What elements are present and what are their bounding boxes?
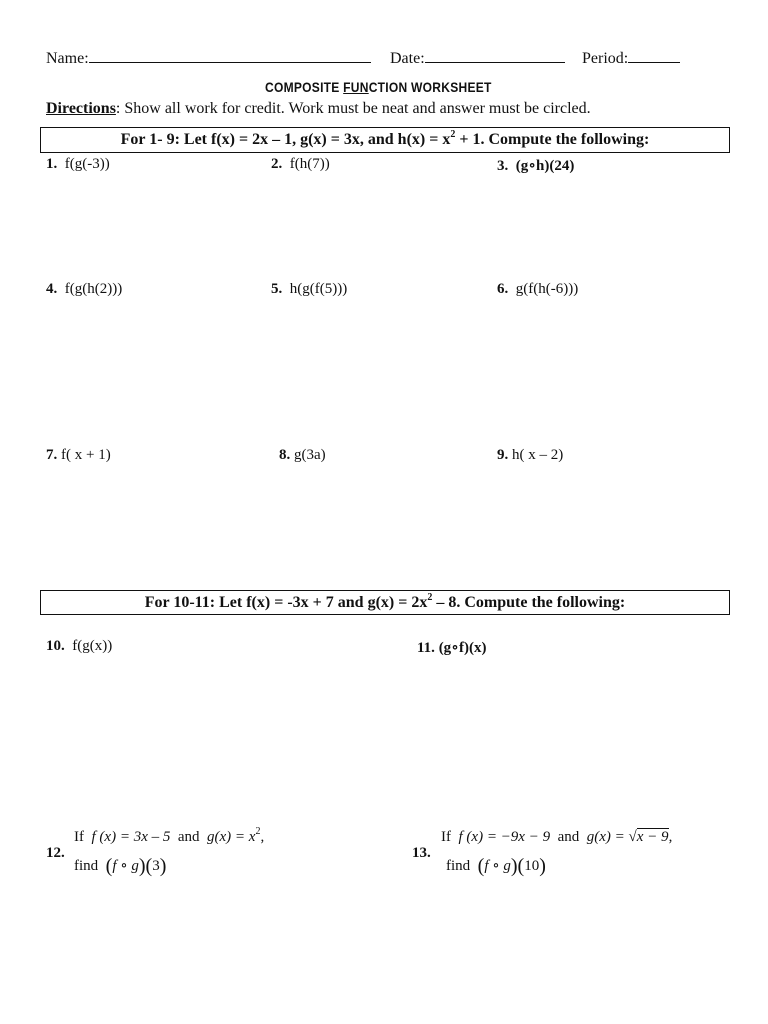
problem-12-number: 12. [46, 845, 65, 861]
date-field[interactable] [390, 48, 565, 68]
problem-7: 7. f( x + 1) [46, 447, 111, 463]
problem-13-given: If f (x) = −9x − 9 and g(x) = √x − 9, [441, 829, 673, 845]
name-blank[interactable] [89, 48, 371, 63]
date-label: Date: [390, 50, 425, 67]
period-field[interactable] [582, 48, 680, 68]
problem-1: 1. f(g(-3)) [46, 156, 110, 172]
period-blank[interactable] [628, 48, 680, 63]
problem-9: 9. h( x – 2) [497, 447, 564, 463]
problem-13-find: find (f ∘ g)(10) [446, 855, 546, 877]
name-label: Name: [46, 50, 89, 67]
directions [46, 100, 591, 118]
problem-12-find: find (f ∘ g)(3) [74, 855, 167, 877]
problem-8: 8. g(3a) [279, 447, 326, 463]
directions-text: : Show all work for credit. Work must be neat and answer must be circled. [115, 100, 591, 117]
problem-3: 3. (g∘h)(24) [497, 158, 575, 174]
worksheet-title: COMPOSITE FUNCTION WORKSHEET [265, 79, 492, 95]
problem-13-number: 13. [412, 845, 431, 861]
directions-label: Directions [46, 100, 116, 117]
problem-10: 10. f(g(x)) [46, 638, 113, 654]
date-blank[interactable] [425, 48, 565, 63]
name-field[interactable] [46, 48, 371, 68]
instruction-box-1: For 1- 9: Let f(x) = 2x – 1, g(x) = 3x, and $h(x) = x^2 + 1$. Compute the following: [40, 127, 730, 153]
problem-2: 2. f(h(7)) [271, 156, 330, 172]
problem-4: 4. f(g(h(2))) [46, 281, 123, 297]
problem-5: 5. h(g(f(5))) [271, 281, 348, 297]
period-label: Period: [582, 50, 629, 67]
problem-12-given: If f (x) = 3x – 5 and $g(x) = x^2$, [74, 826, 265, 845]
problem-6: 6. g(f(h(-6))) [497, 281, 579, 297]
problem-11: 11. (g∘f)(x) [417, 640, 487, 656]
sqrt-icon: √ [628, 829, 637, 845]
instruction-box-2: For 10-11: Let f(x) = -3x + 7 and $g(x) = 2x^2 - 8$. Compute the following: [40, 590, 730, 615]
